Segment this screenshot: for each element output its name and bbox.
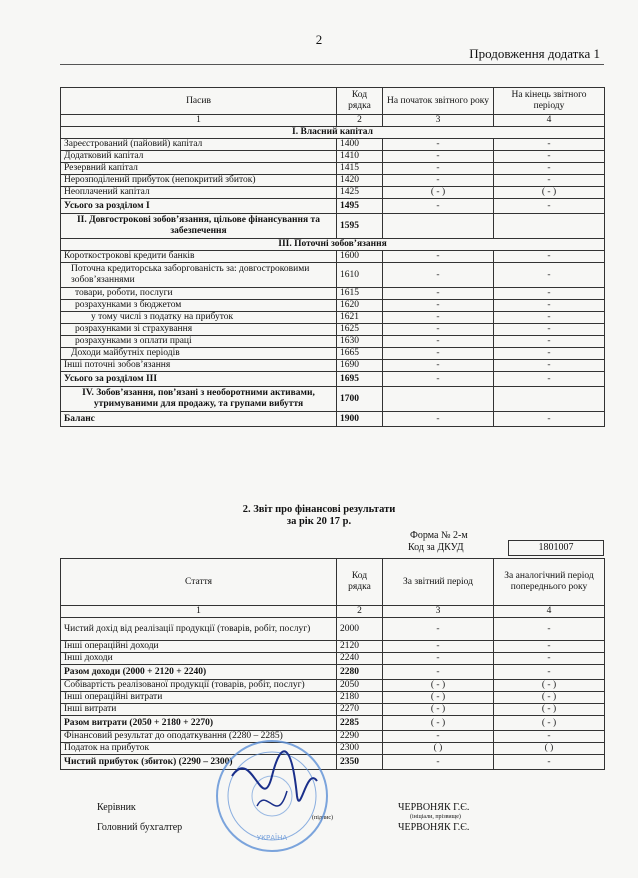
table-row — [61, 151, 605, 163]
value-end-of-period: - — [494, 175, 605, 187]
value-current-period: - — [383, 641, 494, 653]
value-end-of-period: - — [494, 360, 605, 372]
table-row — [61, 312, 605, 324]
row-label: Поточна кредиторська заборгованість за: довгостроковими зобов’язаннями — [61, 263, 337, 288]
value-start-of-year: - — [383, 163, 494, 175]
director-label: Керівник — [97, 802, 136, 813]
row-code: 2270 — [337, 704, 383, 716]
table-header-row — [61, 559, 605, 606]
row-label: Доходи майбутніх періодів — [61, 348, 337, 360]
row-code: 1620 — [337, 300, 383, 312]
value-previous-period: - — [494, 731, 605, 743]
value-current-period: ( ) — [383, 743, 494, 755]
table-row — [61, 755, 605, 770]
row-label: Чистий дохід від реалізації продукції (товарів, робіт, послуг) — [61, 618, 337, 641]
table-row — [61, 336, 605, 348]
value-start-of-year: - — [383, 139, 494, 151]
value-start-of-year: - — [383, 263, 494, 288]
column-number: 4 — [494, 115, 605, 127]
row-code: 1695 — [337, 372, 383, 387]
value-previous-period: - — [494, 665, 605, 680]
row-label: Додатковий капітал — [61, 151, 337, 163]
value-end-of-period: - — [494, 163, 605, 175]
row-code: 1400 — [337, 139, 383, 151]
value-start-of-year: - — [383, 324, 494, 336]
table-row — [61, 251, 605, 263]
row-label: у тому числі з податку на прибуток — [61, 312, 337, 324]
row-label: Інші поточні зобов’язання — [61, 360, 337, 372]
column-number-row — [61, 115, 605, 127]
value-end-of-period: ( - ) — [494, 187, 605, 199]
row-code: 1410 — [337, 151, 383, 163]
value-previous-period: ( ) — [494, 743, 605, 755]
value-current-period: - — [383, 665, 494, 680]
report-title: 2. Звіт про фінансові результати — [242, 504, 396, 515]
table-row — [61, 704, 605, 716]
row-code: 2240 — [337, 653, 383, 665]
row-code: 1595 — [337, 214, 383, 239]
svg-text:УКРАЇНА: УКРАЇНА — [256, 834, 288, 842]
value-previous-period: - — [494, 755, 605, 770]
table-row — [61, 324, 605, 336]
row-label: Чистий прибуток (збиток) (2290 – 2300) — [61, 755, 337, 770]
column-number: 1 — [61, 606, 337, 618]
row-label: товари, роботи, послуги — [61, 288, 337, 300]
dkud-code-label: Код за ДКУД — [408, 542, 464, 553]
dkud-code-value: 1801007 — [508, 540, 604, 556]
value-start-of-year: - — [383, 372, 494, 387]
value-end-of-period — [494, 387, 605, 412]
page-number: 2 — [315, 32, 323, 47]
row-label: Резервний капітал — [61, 163, 337, 175]
row-code: 1615 — [337, 288, 383, 300]
row-label: Разом доходи (2000 + 2120 + 2240) — [61, 665, 337, 680]
column-header: Код рядка — [337, 559, 383, 606]
row-code: 2180 — [337, 692, 383, 704]
value-end-of-period: - — [494, 288, 605, 300]
row-label: Зареєстрований (пайовий) капітал — [61, 139, 337, 151]
column-number: 4 — [494, 606, 605, 618]
value-start-of-year: - — [383, 336, 494, 348]
row-label: Усього за розділом І — [61, 199, 337, 214]
table-row — [61, 214, 605, 239]
row-label: Інші операційні доходи — [61, 641, 337, 653]
table-row — [61, 175, 605, 187]
row-code: 2120 — [337, 641, 383, 653]
form-number: Форма № 2-м — [410, 530, 468, 541]
value-previous-period: ( - ) — [494, 704, 605, 716]
row-code: 1415 — [337, 163, 383, 175]
value-previous-period: ( - ) — [494, 680, 605, 692]
value-end-of-period — [494, 214, 605, 239]
row-label: Собівартість реалізованої продукції (товарів, робіт, послуг) — [61, 680, 337, 692]
row-code: 1610 — [337, 263, 383, 288]
value-previous-period: - — [494, 641, 605, 653]
table-row — [61, 653, 605, 665]
value-end-of-period: - — [494, 324, 605, 336]
row-label: Усього за розділом ІІІ — [61, 372, 337, 387]
table-row — [61, 716, 605, 731]
table-row — [61, 263, 605, 288]
row-label: ІV. Зобов’язання, пов’язані з необоротними активами, утримуваними для продажу, та групами вибуття — [61, 387, 337, 412]
value-end-of-period: - — [494, 151, 605, 163]
value-start-of-year — [383, 214, 494, 239]
column-number: 3 — [383, 606, 494, 618]
value-end-of-period: - — [494, 199, 605, 214]
table-row — [61, 387, 605, 412]
row-label: Податок на прибуток — [61, 743, 337, 755]
row-code: 1625 — [337, 324, 383, 336]
table-row — [61, 372, 605, 387]
table-row — [61, 412, 605, 427]
value-end-of-period: - — [494, 312, 605, 324]
table-row — [61, 187, 605, 199]
row-code: 1425 — [337, 187, 383, 199]
value-end-of-period: - — [494, 300, 605, 312]
header-rule — [60, 64, 604, 65]
row-code: 1700 — [337, 387, 383, 412]
value-end-of-period: - — [494, 139, 605, 151]
column-number: 1 — [61, 115, 337, 127]
table-row — [61, 139, 605, 151]
table-row — [61, 300, 605, 312]
row-code: 2300 — [337, 743, 383, 755]
table-row — [61, 618, 605, 641]
row-code: 1600 — [337, 251, 383, 263]
section-heading: І. Власний капітал — [61, 127, 605, 139]
table-row — [61, 127, 605, 139]
column-number-row — [61, 606, 605, 618]
row-label: Фінансовий результат до оподаткування (2280 – 2285) — [61, 731, 337, 743]
value-start-of-year: - — [383, 251, 494, 263]
value-end-of-period: - — [494, 251, 605, 263]
value-start-of-year: - — [383, 312, 494, 324]
table-row — [61, 641, 605, 653]
table-row — [61, 692, 605, 704]
value-previous-period: ( - ) — [494, 716, 605, 731]
table-row — [61, 665, 605, 680]
row-code: 2290 — [337, 731, 383, 743]
column-header: Стаття — [61, 559, 337, 606]
director-name-caption: (ініціали, прізвище) — [410, 814, 461, 820]
table-row — [61, 731, 605, 743]
section-heading: ІІІ. Поточні зобов’язання — [61, 239, 605, 251]
signature-caption: (підпис) — [312, 815, 334, 821]
row-code: 2000 — [337, 618, 383, 641]
value-end-of-period: - — [494, 336, 605, 348]
column-header: За аналогічний період попереднього року — [494, 559, 605, 606]
column-number: 2 — [337, 115, 383, 127]
value-start-of-year: - — [383, 199, 494, 214]
row-label: Разом витрати (2050 + 2180 + 2270) — [61, 716, 337, 731]
row-label: розрахунками зі страхування — [61, 324, 337, 336]
row-label: Короткострокові кредити банків — [61, 251, 337, 263]
row-code: 1630 — [337, 336, 383, 348]
value-end-of-period: - — [494, 412, 605, 427]
director-name: ЧЕРВОНЯК Г.Є. — [398, 802, 470, 813]
value-end-of-period: - — [494, 263, 605, 288]
column-number: 3 — [383, 115, 494, 127]
value-end-of-period: - — [494, 348, 605, 360]
value-previous-period: - — [494, 653, 605, 665]
row-code: 1621 — [337, 312, 383, 324]
row-code: 2050 — [337, 680, 383, 692]
value-current-period: ( - ) — [383, 680, 494, 692]
column-header: На початок звітного року — [383, 88, 494, 115]
chief-accountant-label: Головний бухгалтер — [97, 822, 183, 833]
value-current-period: ( - ) — [383, 692, 494, 704]
row-code: 1420 — [337, 175, 383, 187]
column-header: На кінець звітного періоду — [494, 88, 605, 115]
row-label: Інші витрати — [61, 704, 337, 716]
row-code: 2350 — [337, 755, 383, 770]
table-header-row — [61, 88, 605, 115]
row-code: 1665 — [337, 348, 383, 360]
row-code: 1690 — [337, 360, 383, 372]
value-start-of-year: - — [383, 348, 494, 360]
value-start-of-year: - — [383, 288, 494, 300]
table-row — [61, 239, 605, 251]
row-code: 2285 — [337, 716, 383, 731]
value-start-of-year: - — [383, 412, 494, 427]
value-current-period: - — [383, 755, 494, 770]
value-current-period: - — [383, 731, 494, 743]
value-start-of-year: ( - ) — [383, 187, 494, 199]
value-start-of-year: - — [383, 360, 494, 372]
table-row — [61, 199, 605, 214]
value-current-period: - — [383, 653, 494, 665]
table-row — [61, 288, 605, 300]
column-header: Код рядка — [337, 88, 383, 115]
table-row — [61, 680, 605, 692]
table-row — [61, 348, 605, 360]
value-current-period: - — [383, 618, 494, 641]
column-header: Пасив — [61, 88, 337, 115]
value-end-of-period: - — [494, 372, 605, 387]
value-start-of-year: - — [383, 151, 494, 163]
row-label: Неоплачений капітал — [61, 187, 337, 199]
official-stamp — [212, 736, 332, 856]
row-label: Інші доходи — [61, 653, 337, 665]
row-label: Інші операційні витрати — [61, 692, 337, 704]
row-label: ІІ. Довгострокові зобов’язання, цільове фінансування та забезпечення — [61, 214, 337, 239]
report-period: за рік 20 17 р. — [286, 516, 352, 527]
table-row — [61, 360, 605, 372]
row-code: 1900 — [337, 412, 383, 427]
table-row — [61, 743, 605, 755]
row-label: розрахунками з оплати праці — [61, 336, 337, 348]
value-current-period: ( - ) — [383, 704, 494, 716]
continuation-label: Продовження додатка 1 — [469, 46, 600, 61]
row-code: 2280 — [337, 665, 383, 680]
row-code: 1495 — [337, 199, 383, 214]
row-label: Нерозподілений прибуток (непокритий збиток) — [61, 175, 337, 187]
row-label: Баланс — [61, 412, 337, 427]
row-label: розрахунками з бюджетом — [61, 300, 337, 312]
table-row — [61, 163, 605, 175]
value-current-period: ( - ) — [383, 716, 494, 731]
value-previous-period: - — [494, 618, 605, 641]
value-start-of-year: - — [383, 175, 494, 187]
value-start-of-year — [383, 387, 494, 412]
financial-results-table — [60, 558, 605, 770]
balance-liabilities-table — [60, 87, 605, 427]
value-previous-period: ( - ) — [494, 692, 605, 704]
chief-accountant-name: ЧЕРВОНЯК Г.Є. — [398, 822, 470, 833]
column-header: За звітний період — [383, 559, 494, 606]
column-number: 2 — [337, 606, 383, 618]
value-start-of-year: - — [383, 300, 494, 312]
